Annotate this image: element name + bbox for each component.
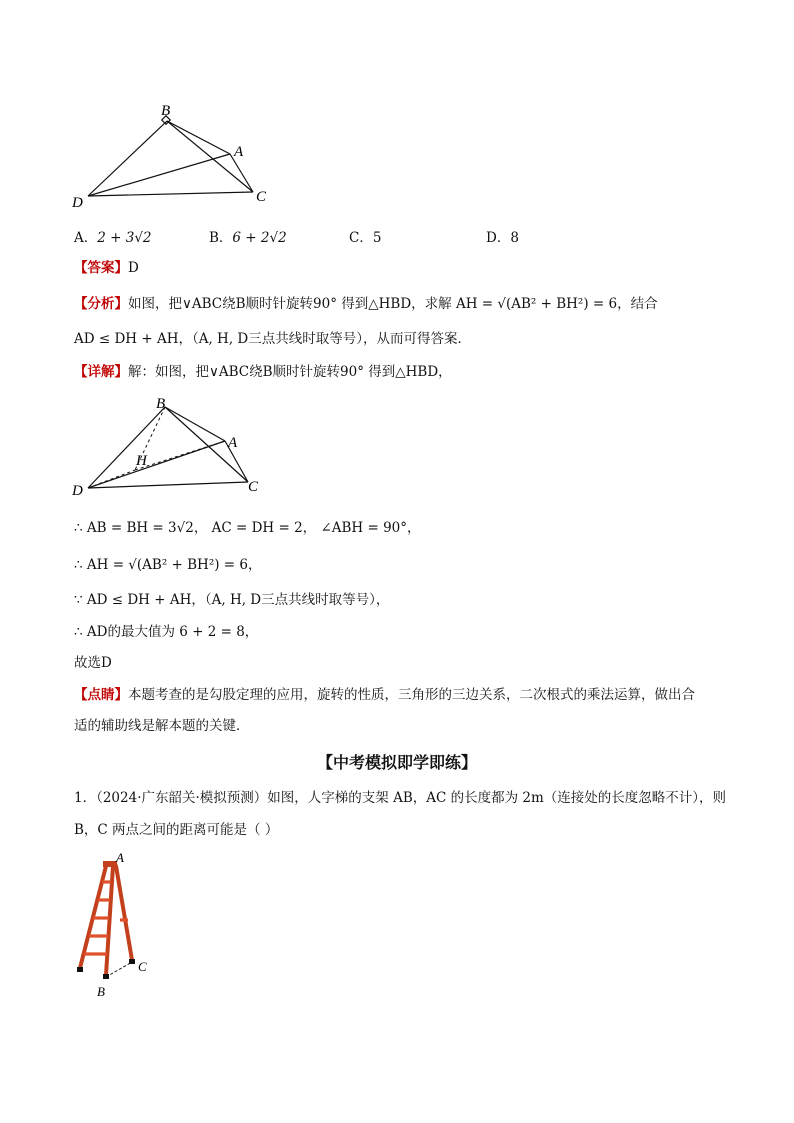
step-3: ∵ AD ≤ DH + AH，（A, H, D三点共线时取等号）， — [74, 592, 390, 608]
label-d: D — [72, 483, 83, 499]
label-a: A — [234, 144, 244, 160]
section-title: 【中考模拟即学即练】 — [316, 753, 477, 772]
comment-line-1: 【点睛】本题考查的是勾股定理的应用，旋转的性质，三角形的三边关系，二次根式的乘法运算，做出合 — [74, 687, 695, 703]
option-c: C．5 — [349, 230, 382, 246]
label-c: C — [138, 959, 147, 974]
option-d: D．8 — [486, 230, 519, 246]
answer-line: 【答案】D — [74, 260, 139, 276]
label-c: C — [256, 189, 267, 205]
triangle-figure-1 — [60, 100, 290, 215]
label-b: B — [161, 103, 171, 119]
label-h: H — [136, 453, 147, 469]
label-c: C — [248, 479, 259, 495]
ladder-figure — [66, 850, 166, 1000]
comment-line-2: 适的辅助线是解本题的关键． — [74, 718, 250, 734]
step-5: 故选D — [74, 655, 112, 671]
step-4: ∴ AD的最大值为 6 + 2 = 8， — [74, 624, 259, 640]
analysis-line-2: AD ≤ DH + AH，（A, H, D三点共线时取等号），从而可得答案． — [74, 331, 471, 347]
question-line-2: B，C 两点之间的距离可能是（ ） — [74, 822, 279, 838]
label-d: D — [72, 195, 83, 211]
label-b: B — [156, 396, 166, 412]
step-2: ∴ AH = √(AB² + BH²) = 6， — [74, 557, 262, 573]
label-b: B — [97, 984, 105, 999]
segment-dc — [88, 192, 253, 196]
option-a: A．2 + 3√2 — [74, 230, 152, 246]
option-b: B．6 + 2√2 — [209, 230, 287, 246]
segment-ba — [167, 121, 230, 154]
step-1: ∴ AB = BH = 3√2， AC = DH = 2， ∠ABH = 90°， — [74, 520, 421, 536]
question-line-1: 1．（2024·广东韶关·模拟预测）如图，人字梯的支架 AB，AC 的长度都为 2m（连接处的长度忽略不计），则 — [74, 790, 727, 806]
dashed-ha — [135, 441, 225, 470]
label-a: A — [116, 850, 124, 865]
ladder-dashed-bc — [106, 962, 132, 977]
analysis-line-1: 【分析】如图，把∨ABC绕B顺时针旋转90° 得到△HBD，求解 AH = √(AB² + BH²) = 6，结合 — [74, 296, 658, 312]
detail-line: 【详解】解：如图，把∨ABC绕B顺时针旋转90° 得到△HBD， — [74, 364, 452, 380]
dashed-dh — [88, 470, 135, 488]
triangle-figure-2 — [60, 392, 290, 502]
label-a: A — [228, 435, 238, 451]
ladder-rail-back — [116, 866, 132, 960]
